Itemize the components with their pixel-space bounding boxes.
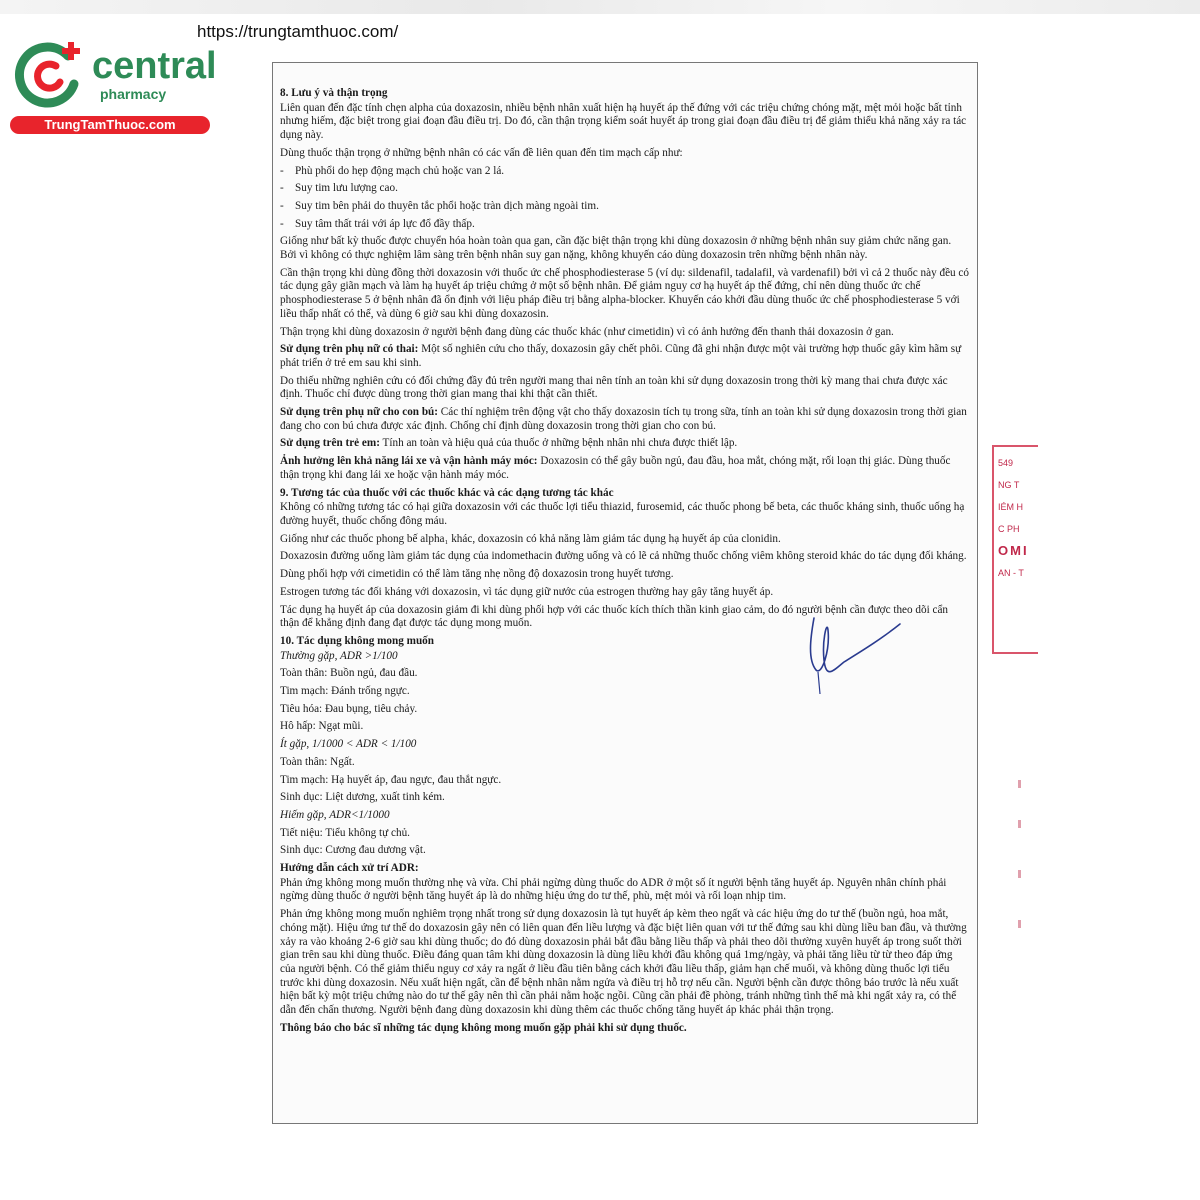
pregnancy-lead: Sử dụng trên phụ nữ có thai: bbox=[280, 343, 419, 356]
paragraph: Do thiếu những nghiên cứu có đối chứng đầy đủ trên người mang thai nên tính an toàn khi sử dụng doxazosin trong thời kỳ mang thai chưa được xác định. Thuốc chỉ được dùng trong thời gian mang thai khi thật cần thiết. bbox=[280, 374, 948, 401]
edge-mark bbox=[1018, 920, 1021, 928]
driving-paragraph bbox=[280, 455, 969, 482]
lactation-paragraph bbox=[280, 406, 969, 433]
children-lead: Sử dụng trên trẻ em: bbox=[280, 437, 380, 450]
scan-top-edge bbox=[0, 0, 1200, 14]
paragraph: Liên quan đến đặc tính chẹn alpha của doxazosin, nhiều bệnh nhân xuất hiện hạ huyết áp thế đứng với các triệu chứng chóng mặt, mệt mỏi hoặc bất tỉnh nhưng hiếm, đặc biệt trong giai đoạn đầu điều trị. Do đó, cần thận trọng kiểm soát huyết áp trong giai đoạn đầu điều trị để giảm thiểu khả năng xảy ra tác dụng này. bbox=[280, 101, 967, 142]
central-logo-icon bbox=[10, 36, 90, 116]
logo-wordmark: central bbox=[92, 45, 217, 87]
final-notice: Thông báo cho bác sĩ những tác dụng không mong muốn gặp phải khi sử dụng thuốc. bbox=[280, 1021, 687, 1034]
frequency-common: Thường gặp, ADR >1/100 bbox=[280, 649, 398, 662]
list-item: Hô hấp: Ngạt mũi. bbox=[280, 720, 364, 733]
section-9-title: 9. Tương tác của thuốc với các thuốc khác và các dạng tương tác khác bbox=[280, 486, 614, 499]
driving-text: Doxazosin có thể gây buồn ngủ, đau đầu, hoa mắt, chóng mặt, rối loạn thị giác. Dùng thuốc thận trọng khi đang lái xe hoặc vận hành máy móc. bbox=[280, 455, 951, 481]
driving-lead: Ảnh hưởng lên khả năng lái xe và vận hành máy móc: bbox=[280, 455, 538, 468]
lactation-text: Các thí nghiệm trên động vật cho thấy doxazosin tích tụ trong sữa, tính an toàn khi sử dụng doxazosin trong thời gian đang cho con bú chưa được xác định. Chống chỉ định dùng doxazosin trong thời gian cho con bú. bbox=[280, 406, 967, 432]
frequency-uncommon: Ít gặp, 1/1000 < ADR < 1/100 bbox=[280, 738, 417, 751]
adr-guide-title: Hướng dẫn cách xử trí ADR: bbox=[280, 862, 419, 875]
list-item: Tiết niệu: Tiểu không tự chủ. bbox=[280, 826, 410, 839]
edge-mark bbox=[1018, 820, 1021, 828]
children-text: Tính an toàn và hiệu quả của thuốc ở những bệnh nhân nhi chưa được thiết lập. bbox=[379, 437, 738, 450]
list-item: Tim mạch: Đánh trống ngực. bbox=[280, 685, 410, 698]
list-item: - Suy tâm thất trái với áp lực đổ đầy thấp. bbox=[280, 218, 969, 232]
list-item: Tim mạch: Hạ huyết áp, đau ngực, đau thắt ngực. bbox=[280, 773, 502, 786]
paragraph: Estrogen tương tác đối kháng với doxazosin, vì tác dụng giữ nước của estrogen thường hay gây tăng huyết áp. bbox=[280, 585, 774, 598]
page-edge-marks bbox=[1010, 780, 1040, 950]
paragraph: Dùng phối hợp với cimetidin có thể làm tăng nhẹ nồng độ doxazosin trong huyết tương. bbox=[280, 568, 674, 581]
paragraph: Tác dụng hạ huyết áp của doxazosin giảm đi khi dùng phối hợp với các thuốc kích thích thần kinh giao cảm, do đó người bệnh cần được theo dõi cẩn thận để khẳng định đang đạt được tác dụng mong muốn. bbox=[280, 603, 949, 630]
children-paragraph bbox=[280, 437, 969, 451]
list-item: Tiêu hóa: Đau bụng, tiêu chảy. bbox=[280, 702, 418, 715]
pregnancy-paragraph bbox=[280, 343, 969, 370]
paragraph: Phản ứng không mong muốn nghiêm trọng nhất trong sử dụng doxazosin là tụt huyết áp kèm theo ngất và các hiệu ứng do tư thế (buồn ngủ, hoa mắt, chóng mặt). Hiệu ứng tư thế do doxazosin gây nên có liên quan đến liều lượng và đặc biệt liên quan với tư thế đứng sau khi dùng liều ban đầu, và thường xảy ra vào khoảng 2-6 giờ sau khi dùng thuốc; do đó dùng doxazosin phải bắt đầu bằng liều thấp và phải theo dõi thường xuyên huyết áp trong suốt thời gian trên sau khi dùng thuốc. Điều đáng quan tâm khi dùng doxazosin là dùng liều khởi đầu không quá 1mg/ngày, và phải tăng liều từ từ theo đáp ứng của người bệnh. Có thể giảm thiểu nguy cơ xảy ra ngất ở liều đầu tiên bằng cách khởi đầu liều thấp, giảm hạn chế muối, và không dùng thuốc lợi tiểu trước khi dùng doxazosin. Nếu xuất hiện ngất, cần để bệnh nhân nằm ngửa và điều trị hỗ trợ nếu cần. Người bệnh cần được thông báo trước là nếu xuất hiện bất kỳ một triệu chứng nào do tư thế gây nên thì cần phải nằm hoặc ngồi. Cũng cần phải đề phòng, tránh những tình thế mà khi ngất xảy ra, có thể dẫn đến chấn thương. Người bệnh đang dùng doxazosin khi dùng thêm các thuốc chống tăng huyết áp khác phải thận trọng. bbox=[280, 908, 967, 1017]
stamp-line: AN - T bbox=[998, 568, 1024, 578]
edge-mark bbox=[1018, 870, 1021, 878]
pregnancy-text: Một số nghiên cứu cho thấy, doxazosin gây chết phôi. Cũng đã ghi nhận được một vài trường hợp thuốc gây kìm hãm sự phát triển ở trẻ em sau khi sinh. bbox=[280, 343, 962, 369]
list-item: Toàn thân: Ngất. bbox=[280, 755, 355, 768]
section-10-title: 10. Tác dụng không mong muốn bbox=[280, 634, 434, 647]
stamp-line: OMI bbox=[998, 543, 1029, 558]
red-stamp bbox=[992, 445, 1038, 654]
paragraph: Thận trọng khi dùng doxazosin ở người bệnh đang dùng các thuốc khác (như cimetidin) vì có ảnh hưởng đến thanh thải doxazosin ở gan. bbox=[280, 325, 894, 338]
stamp-line: C PH bbox=[998, 524, 1020, 534]
frequency-rare: Hiếm gặp, ADR<1/1000 bbox=[280, 808, 390, 821]
stamp-line: IÉM H bbox=[998, 502, 1024, 512]
list-item: Toàn thân: Buồn ngủ, đau đầu. bbox=[280, 667, 418, 680]
list-item: Sinh dục: Liệt dương, xuất tinh kém. bbox=[280, 791, 445, 804]
paragraph: Giống như các thuốc phong bế alpha₁ khác, doxazosin có khả năng làm giảm tác dụng hạ huyết áp của clonidin. bbox=[280, 532, 781, 545]
document-page bbox=[272, 62, 978, 1124]
logo-banner: TrungTamThuoc.com bbox=[10, 116, 210, 134]
stamp-line: 549 bbox=[998, 458, 1014, 468]
paragraph: Doxazosin đường uống làm giảm tác dụng của indomethacin đường uống và có lẽ cả những thuốc chống viêm không steroid khác do tác dụng đối kháng. bbox=[280, 550, 967, 563]
paragraph: Cần thận trọng khi dùng đồng thời doxazosin với thuốc ức chế phosphodiesterase 5 (ví dụ: sildenafil, tadalafil, và vardenafil) bởi vì cả 2 thuốc này đều có tác dụng gây giãn mạch và làm hạ huyết áp triệu chứng ở một số bệnh nhân. Để giảm nguy cơ hạ huyết áp thế đứng, chỉ nên dùng thuốc ức chế phosphodiesterase 5 ở bệnh nhân đã ổn định với liệu pháp điều trị bằng alpha-blocker. Khuyến cáo khởi đầu dùng thuốc ức chế phosphodiesterase 5 với liều thấp nhất có thể, và dùng 6 giờ sau khi dùng doxazosin. bbox=[280, 266, 969, 320]
source-url[interactable]: https://trungtamthuoc.com/ bbox=[197, 22, 399, 41]
list-item: - Suy tim bên phải do thuyên tắc phổi hoặc tràn dịch màng ngoài tim. bbox=[280, 200, 969, 214]
logo-subtitle: pharmacy bbox=[100, 86, 167, 102]
handwritten-signature-icon bbox=[800, 610, 910, 700]
pharmacy-logo bbox=[10, 36, 215, 136]
edge-mark bbox=[1018, 780, 1021, 788]
paragraph: Phản ứng không mong muốn thường nhẹ và vừa. Chỉ phải ngừng dùng thuốc do ADR ở một số ít người bệnh tăng huyết áp. Nguyên nhân chính phải ngừng dùng thuốc ở người bệnh tăng huyết áp là do những hiệu ứng do tư thế, phù, mệt mỏi và rối loạn nhịp tim. bbox=[280, 876, 947, 903]
paragraph: Giống như bất kỳ thuốc được chuyển hóa hoàn toàn qua gan, cần đặc biệt thận trọng khi dùng doxazosin ở những bệnh nhân suy giảm chức năng gan. Bởi vì không có thực nghiệm lâm sàng trên bệnh nhân suy gan nặng, không khuyến cáo dùng doxazosin trên những bệnh nhân này. bbox=[280, 235, 952, 262]
paragraph: Dùng thuốc thận trọng ở những bệnh nhân có các vấn đề liên quan đến tim mạch cấp như: bbox=[280, 146, 683, 159]
stamp-line: NG T bbox=[998, 480, 1020, 490]
list-item: Sinh dục: Cương đau dương vật. bbox=[280, 844, 426, 857]
lactation-lead: Sử dụng trên phụ nữ cho con bú: bbox=[280, 406, 438, 419]
section-8-title: 8. Lưu ý và thận trọng bbox=[280, 87, 388, 99]
list-item: - Phù phổi do hẹp động mạch chủ hoặc van 2 lá. bbox=[280, 165, 969, 179]
paragraph: Không có những tương tác có hại giữa doxazosin với các thuốc lợi tiểu thiazid, furosemid, các thuốc phong bế beta, các thuốc kháng sinh, thuốc uống hạ đường huyết, thuốc chống đông máu. bbox=[280, 501, 965, 527]
list-item: - Suy tim lưu lượng cao. bbox=[280, 182, 969, 196]
